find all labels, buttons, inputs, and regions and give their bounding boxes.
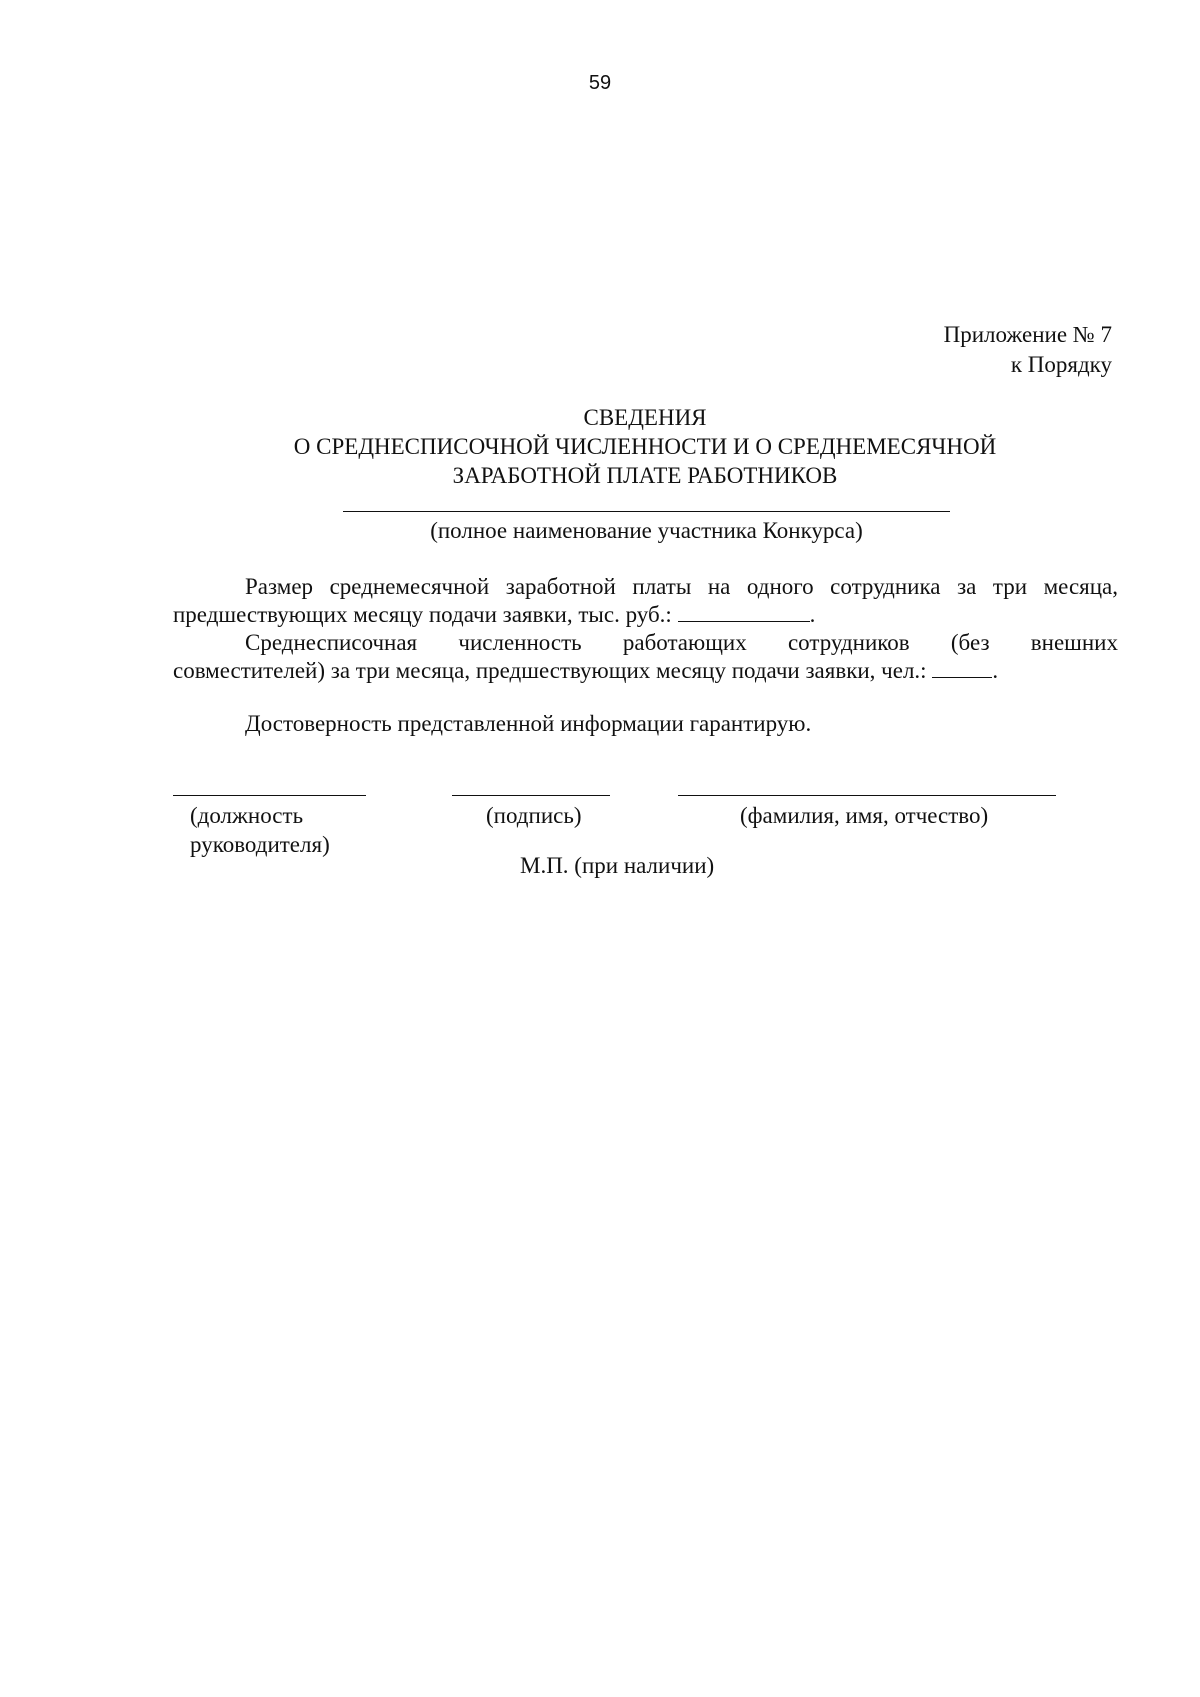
appendix-order: к Порядку [1010, 352, 1112, 377]
position-caption-line-2: руководителя) [190, 832, 330, 857]
headcount-line-2-text: совместителей) за три месяца, предшествующих месяцу подачи заявки, чел.: [173, 658, 927, 683]
headcount-line-1: Среднесписочная численность работающих сотрудников (без внешних [245, 630, 1118, 655]
document-title [0, 403, 1200, 490]
stamp-placeholder: М.П. (при наличии) [520, 853, 715, 878]
headcount-paragraph [173, 629, 1118, 685]
title-line-1: СВЕДЕНИЯ [583, 405, 707, 430]
title-line-2: О СРЕДНЕСПИСОЧНОЙ ЧИСЛЕННОСТИ И О СРЕДНЕМЕСЯЧНОЙ [293, 434, 997, 459]
position-caption [190, 801, 330, 859]
salary-paragraph [173, 573, 1118, 629]
position-signature-line[interactable] [173, 795, 366, 796]
full-name-signature-line[interactable] [678, 795, 1056, 796]
title-line-3: ЗАРАБОТНОЙ ПЛАТЕ РАБОТНИКОВ [452, 463, 838, 488]
participant-name-field[interactable] [343, 511, 950, 512]
position-caption-line-1: (должность [190, 803, 304, 828]
guarantee-paragraph [173, 710, 1118, 738]
salary-input-field[interactable] [678, 601, 810, 622]
salary-line-2: предшествующих месяцу подачи заявки, тыс. руб.: . [173, 602, 816, 627]
salary-line-2-text: предшествующих месяцу подачи заявки, тыс. руб.: [173, 602, 672, 627]
signature-line[interactable] [452, 795, 610, 796]
signature-caption: (подпись) [486, 803, 582, 828]
headcount-line-2: совместителей) за три месяца, предшествующих месяцу подачи заявки, чел.: . [173, 658, 999, 683]
headcount-input-field[interactable] [932, 657, 992, 678]
appendix-number: Приложение № 7 [943, 322, 1112, 347]
full-name-caption: (фамилия, имя, отчество) [740, 803, 989, 828]
appendix-reference [944, 320, 1112, 380]
guarantee-text: Достоверность представленной информации гарантирую. [245, 711, 812, 736]
page-number: 59 [588, 72, 612, 94]
participant-name-caption: (полное наименование участника Конкурса) [430, 518, 863, 543]
salary-line-1: Размер среднемесячной заработной платы на одного сотрудника за три месяца, [245, 574, 1118, 599]
